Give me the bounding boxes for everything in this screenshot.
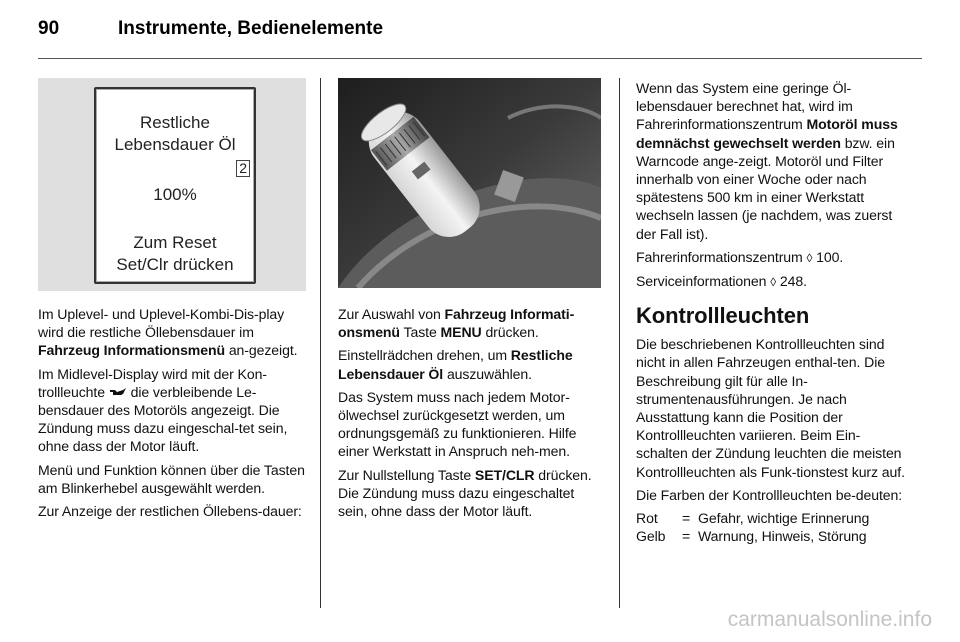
page-number: 90 <box>38 18 60 39</box>
display-line-5: Zum Reset <box>133 233 217 252</box>
paragraph: Das System muss nach jedem Motor-ölwechsel zurückgesetzt werden, um ordnungsgemäß zu funktionieren. Hilfe einer Werkstatt in Anspruch neh-men. <box>338 388 577 460</box>
cross-reference: Fahrerinformationszentrum ◊ 100. <box>636 248 844 265</box>
column-divider-2 <box>619 78 620 608</box>
message-term: Motoröl muss demnächst gewechselt werden <box>636 116 898 151</box>
paragraph: Im Uplevel- und Uplevel-Kombi-Dis-play wird die restliche Öllebensdauer im Fahrzeug Informationsmenü an-gezeigt. <box>38 306 298 359</box>
display-line-1: Restliche <box>140 113 210 132</box>
column-2 <box>338 305 606 525</box>
paragraph: Zur Anzeige der restlichen Öllebens-dauer: <box>38 503 302 520</box>
menu-term: Fahrzeug Informati-onsmenü <box>338 306 575 341</box>
paragraph: Im Midlevel-Display wird mit der Kon-trollleuchte die verbleibende Le-bensdauer des Motoröls angezeigt. Die Zündung muss dazu eingeschal-tet sein, ohne dass der Motor läuft. <box>38 365 288 455</box>
color-legend-table <box>636 509 908 545</box>
page-title: Instrumente, Bedienelemente <box>118 18 384 39</box>
reference-arrow-icon: ◊ <box>806 250 813 265</box>
button-term: SET/CLR <box>474 466 535 483</box>
cross-reference: Serviceinformationen ◊ 248. <box>636 273 807 290</box>
header-rule <box>38 58 922 59</box>
column-divider-1 <box>320 78 321 608</box>
paragraph: Wenn das System eine geringe Öl-lebensdauer berechnet hat, wird im Fahrerinformationszentrum Motoröl muss demnächst gewechselt werden bzw. ein Warncode ange-zeigt. Motoröl und Filter innerhalb von einer Woche oder nach spätestens 500 km in einer Werkstatt wechseln lassen (je nachdem, was zuerst der Fall ist). <box>636 80 898 242</box>
paragraph: Die Farben der Kontrollleuchten be-deuten: <box>636 486 903 503</box>
info-display-screen <box>94 87 256 284</box>
legend-value: Warnung, Hinweis, Störung <box>698 528 867 545</box>
paragraph: Zur Auswahl von Fahrzeug Informati-onsmenü Taste MENU drücken. <box>338 306 575 341</box>
legend-equals: = <box>682 528 691 545</box>
lever-illustration <box>338 78 601 288</box>
menu-term: Restliche Lebensdauer Öl <box>338 347 573 382</box>
display-line-2: Lebensdauer Öl <box>114 135 236 154</box>
button-term: MENU <box>440 324 482 341</box>
display-index: 2 <box>236 160 250 177</box>
column-1 <box>38 305 306 525</box>
oil-can-icon <box>109 384 127 400</box>
display-line-6: Set/Clr drücken <box>116 255 234 274</box>
legend-key: Gelb <box>636 528 666 545</box>
reference-arrow-icon: ◊ <box>770 275 777 290</box>
page-header <box>38 18 922 46</box>
paragraph: Die beschriebenen Kontrollleuchten sind nicht in allen Fahrzeugen enthal-ten. Die Beschreibung gilt für alle In-strumentenausführungen. Je nach Ausstattung kann die Position der Kontrollleuchten variieren. Beim Ein-schalten der Zündung leuchten die meisten Kontrollleuchten als Funk-tionstest kurz auf. <box>636 336 905 480</box>
paragraph: Menü und Funktion können über die Tasten am Blinkerhebel ausgewählt werden. <box>38 461 305 496</box>
legend-equals: = <box>682 510 691 527</box>
menu-term: Fahrzeug Informationsmenü <box>38 342 225 359</box>
column-3 <box>636 79 908 545</box>
watermark: carmanualsonline.info <box>727 608 932 631</box>
table-row <box>636 527 908 545</box>
turn-signal-lever-photo <box>338 78 601 288</box>
legend-key: Rot <box>636 510 658 527</box>
legend-value: Gefahr, wichtige Erinnerung <box>698 510 870 527</box>
oil-life-display-figure <box>38 78 306 291</box>
paragraph: Zur Nullstellung Taste SET/CLR drücken. Die Zündung muss dazu eingeschaltet sein, ohne dass der Motor läuft. <box>338 466 592 520</box>
table-row <box>636 509 908 527</box>
section-heading: Kontrollleuchten <box>636 303 810 329</box>
display-percent: 100% <box>153 185 197 204</box>
paragraph: Einstellrädchen drehen, um Restliche Lebensdauer Öl auszuwählen. <box>338 347 573 382</box>
